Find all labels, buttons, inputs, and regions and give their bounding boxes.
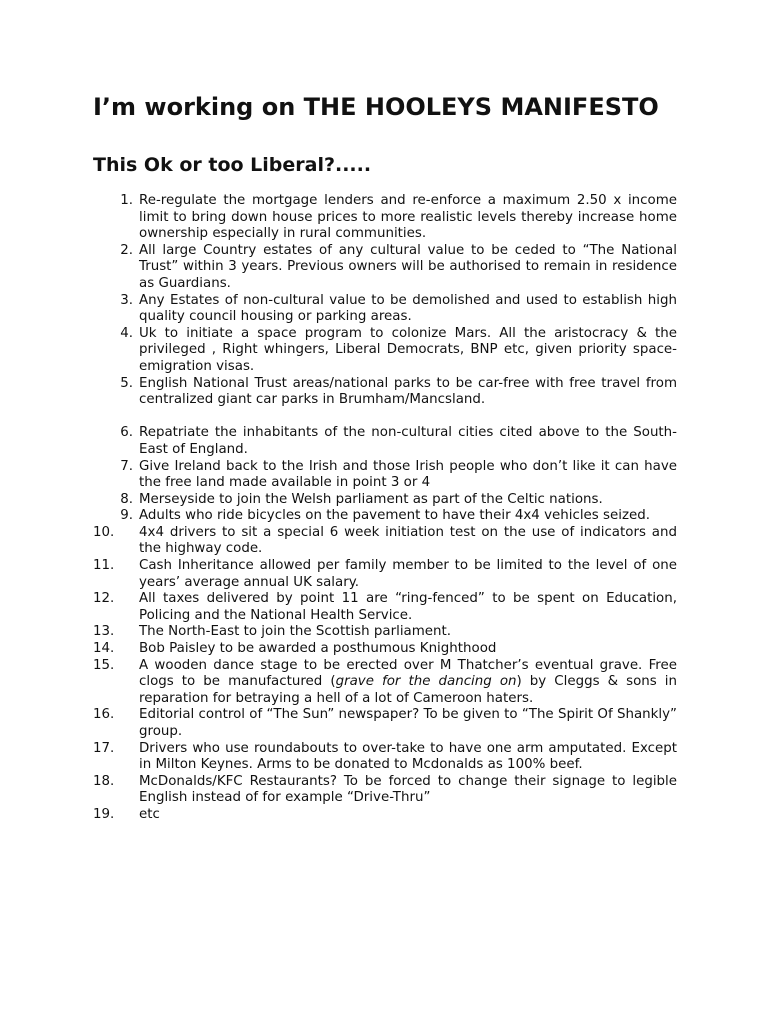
document-subtitle: This Ok or too Liberal?..... — [93, 154, 372, 176]
item-number: 1. — [120, 193, 133, 208]
list-item — [93, 658, 677, 708]
item-number: 19. — [93, 806, 115, 822]
item-number: 16. — [93, 707, 115, 723]
item-text: etc — [139, 806, 160, 822]
item-text-before: A wooden dance stage to be erected over M Thatcher’s eventual grave. Free clogs to be manufactured ( — [139, 657, 677, 690]
list-item — [93, 641, 677, 658]
item-number: 10. — [93, 524, 115, 540]
item-text: The North-East to join the Scottish parliament. — [139, 624, 452, 640]
document-title: I’m working on THE HOOLEYS MANIFESTO — [93, 93, 659, 121]
item-number: 6. — [120, 425, 133, 441]
list-item — [93, 525, 677, 558]
item-text: Bob Paisley to be awarded a posthumous Knighthood — [139, 641, 497, 657]
item-text: All large Country estates of any cultural value to be ceded to “The National Trust” within 3 years. Previous owners will be authorised to remain in residence as Guardians. — [139, 242, 677, 291]
item-text: Repatriate the inhabitants of the non-cultural cities cited above to the South-East of England. — [139, 425, 677, 457]
list-item — [93, 807, 677, 824]
list-item — [93, 558, 677, 591]
list-item — [93, 459, 677, 492]
item-text: Cash Inheritance allowed per family member to be limited to the level of one years’ average annual UK salary. — [139, 558, 677, 590]
item-number: 2. — [120, 242, 133, 258]
item-number: 17. — [93, 740, 115, 756]
item-text: Editorial control of “The Sun” newspaper? To be given to “The Spirit Of Shankly” group. — [139, 707, 677, 739]
item-text: Any Estates of non-cultural value to be demolished and used to establish high quality council housing or parking areas. — [139, 292, 677, 325]
list-item — [93, 376, 677, 409]
item-number: 5. — [120, 375, 133, 391]
list-item — [93, 624, 677, 641]
item-text: All taxes delivered by point 11 are “ring-fenced” to be spent on Education, Policing and the National Health Service. — [139, 591, 677, 623]
list-item — [93, 243, 677, 293]
item-number: 13. — [93, 624, 115, 640]
item-text: Uk to initiate a space program to colonize Mars. All the aristocracy & the privileged , Right whingers, Liberal Democrats, BNP etc, given priority space-emigration visas. — [139, 325, 677, 374]
item-text-italic: grave for the dancing on — [335, 674, 517, 690]
item-number: 12. — [93, 591, 115, 607]
item-number: 11. — [93, 558, 115, 574]
item-number: 15. — [93, 657, 115, 673]
item-number: 7. — [120, 458, 133, 474]
item-text: Adults who ride bicycles on the pavement to have their 4x4 vehicles seized. — [139, 508, 650, 524]
item-text: Drivers who use roundabouts to over-take to have one arm amputated. Except in Milton Keynes. Arms to be donated to Mcdonalds as 100% beef. — [139, 740, 677, 773]
list-item — [93, 293, 677, 326]
item-text: Re-regulate the mortgage lenders and re-enforce a maximum 2.50 x income limit to bring down house prices to more realistic levels thereby increase home ownership especially in rural communities. — [139, 193, 677, 242]
item-text: Merseyside to join the Welsh parliament as part of the Celtic nations. — [139, 491, 603, 507]
item-text: English National Trust areas/national parks to be car-free with free travel from centralized giant car parks in Brumham/Mancsland. — [139, 375, 677, 408]
list-item — [93, 774, 677, 807]
list-item — [93, 492, 677, 509]
list-item — [93, 508, 677, 525]
item-text: McDonalds/KFC Restaurants? To be forced to change their signage to legible English instead of for example “Drive-Thru” — [139, 773, 677, 806]
item-text — [139, 658, 677, 706]
item-number: 9. — [120, 508, 133, 524]
item-number: 8. — [120, 491, 133, 507]
item-text: Give Ireland back to the Irish and those Irish people who don’t like it can have the free land made available in point 3 or 4 — [139, 458, 677, 491]
list-item — [93, 591, 677, 624]
item-number: 14. — [93, 641, 115, 657]
item-text: 4x4 drivers to sit a special 6 week initiation test on the use of indicators and the highway code. — [139, 524, 677, 557]
list-item — [93, 707, 677, 740]
item-number: 3. — [120, 292, 133, 308]
list-item — [93, 425, 677, 458]
list-item — [93, 741, 677, 774]
item-number: 18. — [93, 773, 115, 789]
list-item — [93, 193, 677, 243]
item-number: 4. — [120, 325, 133, 341]
list-item — [93, 326, 677, 376]
manifesto-list — [93, 193, 677, 824]
item-text-after: ) by Cleggs & sons in reparation for betraying a hell of a lot of Cameroon haters. — [139, 674, 678, 706]
